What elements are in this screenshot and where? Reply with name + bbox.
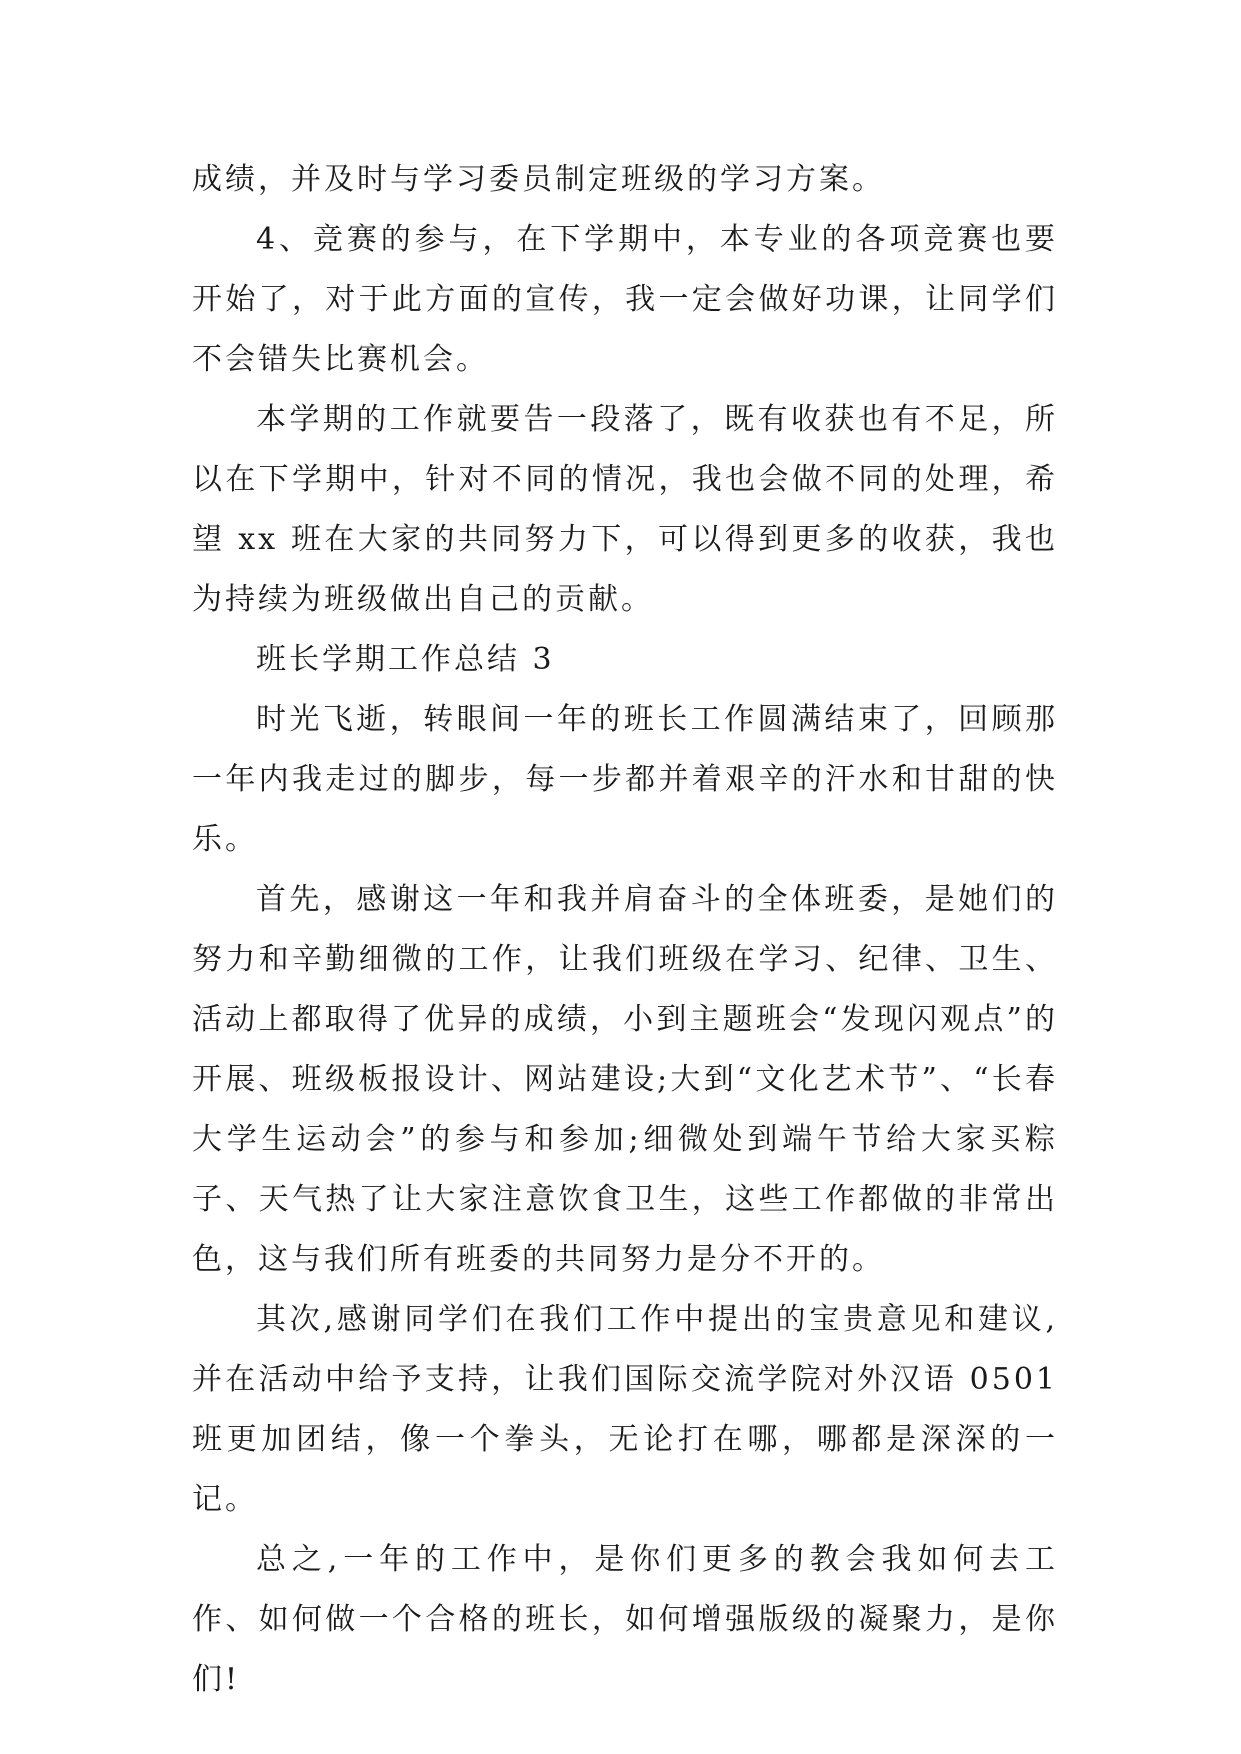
paragraph-conclusion: 总之,一年的工作中，是你们更多的教会我如何去工作、如何做一个合格的班长，如何增强版级的凝聚力，是你们! — [192, 1542, 1058, 1697]
paragraph-thanks-committee: 首先，感谢这一年和我并肩奋斗的全体班委，是她们的努力和辛勤细微的工作，让我们班级在学习、纪律、卫生、活动上都取得了优异的成绩，小到主题班会“发现闪观点”的开展、班级板报设计、网站建设;大到“文化艺术节”、“长春大学生运动会”的参与和参加;细微处到端午节给大家买粽子、天气热了让大家注意饮食卫生，这些工作都做的非常出色，这与我们所有班委的共同努力是分不开的。 — [192, 882, 1058, 1277]
paragraph-semester-summary: 本学期的工作就要告一段落了，既有收获也有不足，所以在下学期中，针对不同的情况，我也会做不同的处理，希望 xx 班在大家的共同努力下，可以得到更多的收获，我也为持续为班级做出自己的贡献。 — [192, 402, 1058, 617]
paragraph-competition: 4、竞赛的参与，在下学期中，本专业的各项竞赛也要开始了，对于此方面的宣传，我一定会做好功课，让同学们不会错失比赛机会。 — [192, 222, 1058, 377]
paragraph-time-flies: 时光飞逝，转眼间一年的班长工作圆满结束了，回顾那一年内我走过的脚步，每一步都并着艰辛的汗水和甘甜的快乐。 — [192, 702, 1058, 857]
document-page — [192, 150, 1058, 1710]
paragraph-thanks-classmates: 其次,感谢同学们在我们工作中提出的宝贵意见和建议,并在活动中给予支持，让我们国际交流学院对外汉语 0501班更加团结，像一个拳头，无论打在哪，哪都是深深的一记。 — [192, 1302, 1058, 1517]
paragraph-continuation: 成绩，并及时与学习委员制定班级的学习方案。 — [192, 162, 885, 197]
section-heading: 班长学期工作总结 3 — [256, 642, 555, 677]
